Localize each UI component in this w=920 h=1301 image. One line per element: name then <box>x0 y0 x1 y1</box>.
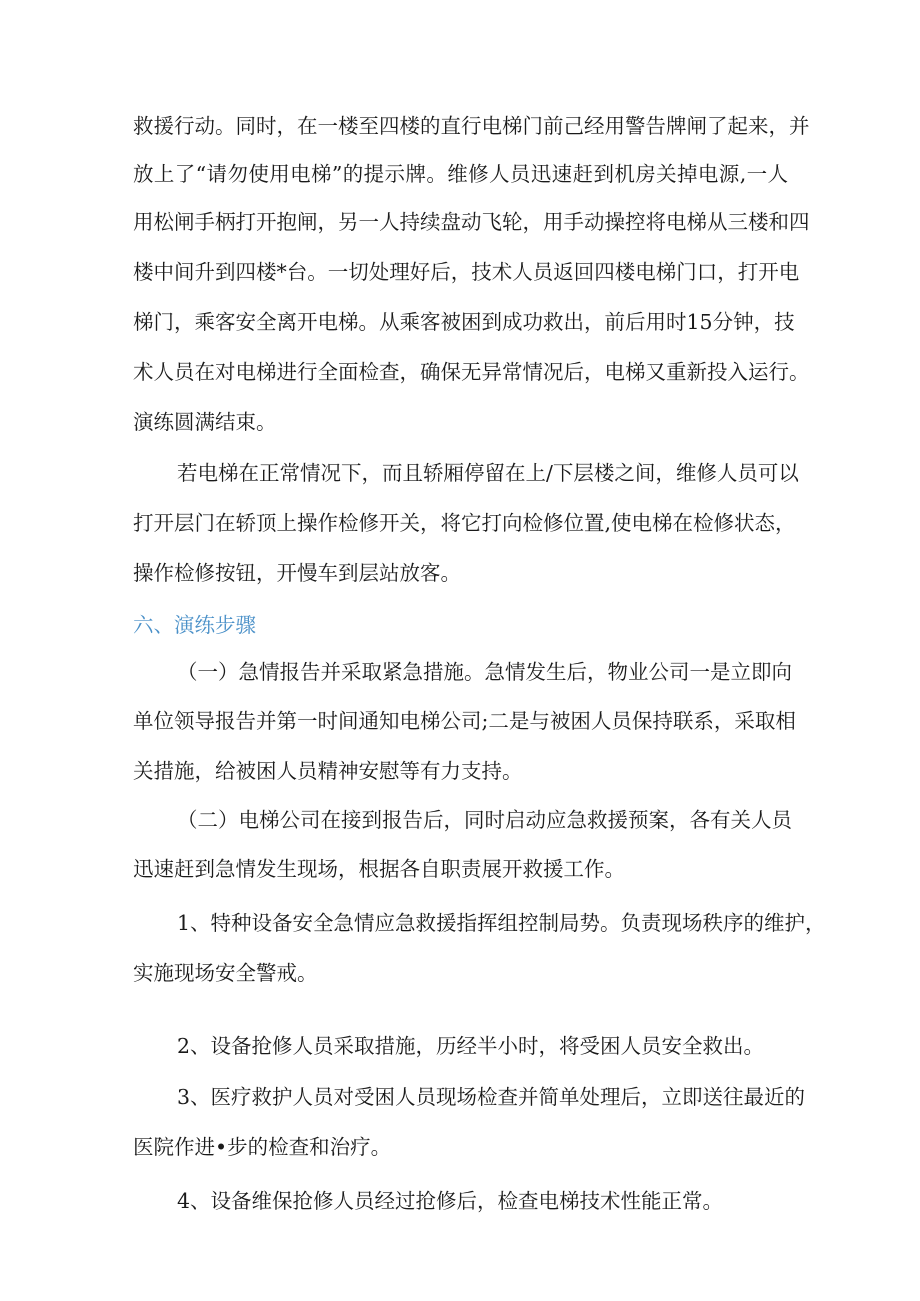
step2-line-1: （二）电梯公司在接到报告后，同时启动应急救援预案，各有关人员 <box>177 808 792 832</box>
paragraph1-line-7: 演练圆满结束。 <box>133 410 277 434</box>
paragraph2-line-1: 若电梯在正常情况下，而且轿厢停留在上/下层楼之间，维修人员可以 <box>177 461 799 485</box>
item2-line-1: 2、设备抢修人员采取措施，历经半小时，将受困人员安全救出。 <box>177 1034 765 1058</box>
step1-line-3: 关措施，给被困人员精神安慰等有力支持。 <box>133 759 523 783</box>
item1-line-2: 实施现场安全警戒。 <box>133 961 318 985</box>
item3-line-2: 医院作进•步的检查和治疗。 <box>133 1135 392 1159</box>
step2-line-2: 迅速赶到急情发生现场，根据各自职责展开救援工作。 <box>133 857 625 881</box>
step1-line-2: 单位领导报告并第一时间通知电梯公司;二是与被困人员保持联系，采取相 <box>133 709 796 733</box>
item3-line-1: 3、医疗救护人员对受困人员现场检查并简单处理后，立即送往最近的 <box>177 1085 806 1109</box>
paragraph1-line-4: 楼 中 间 升 到 四 楼 * 台 。 一 切 处 理 好 后 ， 技 术 人 员 返 回 四 楼 电 梯 门 口 ， 打 开 电 <box>133 260 800 284</box>
paragraph1-line-6: 术 人 员 在 对 电 梯 进 行 全 面 检 查 ， 确 保 无 异 常 情 况 后 ， 电 梯 又 重 新 投 入 运 行 。 <box>133 360 810 384</box>
item4-line-1: 4、设备维保抢修人员经过抢修后，检查电梯技术性能正常。 <box>177 1189 724 1213</box>
item1-line-1: 1、特种设备安全急情应急救援指挥组控制局势。负责现场秩序的维护， <box>177 911 826 935</box>
paragraph2-line-2: 打开层门在轿顶上操作检修开关，将它打向检修位置,使电梯在检修状态， <box>133 511 796 535</box>
step1-line-1: （一）急情报告并采取紧急措施。急情发生后，物业公司一是立即向 <box>177 660 792 684</box>
section-heading: 六、演练步骤 <box>133 613 256 637</box>
paragraph1-line-3: 用 松 闸 手 柄 打 开 抱 闸 ， 另 一 人 持 续 盘 动 飞 轮 ， 用 手 动 操 控 将 电 梯 从 三 楼 和 四 <box>133 210 810 234</box>
paragraph2-line-3: 操作检修按钮，开慢车到层站放客。 <box>133 561 461 585</box>
paragraph1-line-5: 梯 门 ， 乘 客 安 全 离 开 电 梯 。 从 乘 客 被 困 到 成 功 救 出 ， 前 后 用 时 1 5 分 钟 ， 技 <box>133 310 795 334</box>
paragraph1-line-2: 放 上 了 “ 请 勿 使 用 电 梯 ” 的 提 示 牌 。 维 修 人 员 迅 速 赶 到 机 房 关 掉 电 源 , 一 人 <box>133 162 788 186</box>
paragraph1-line-1: 救 援 行 动 。 同 时 ， 在 一 楼 至 四 楼 的 直 行 电 梯 门 前 己 经 用 警 告 牌 闸 了 起 来 ， 并 <box>133 114 810 138</box>
